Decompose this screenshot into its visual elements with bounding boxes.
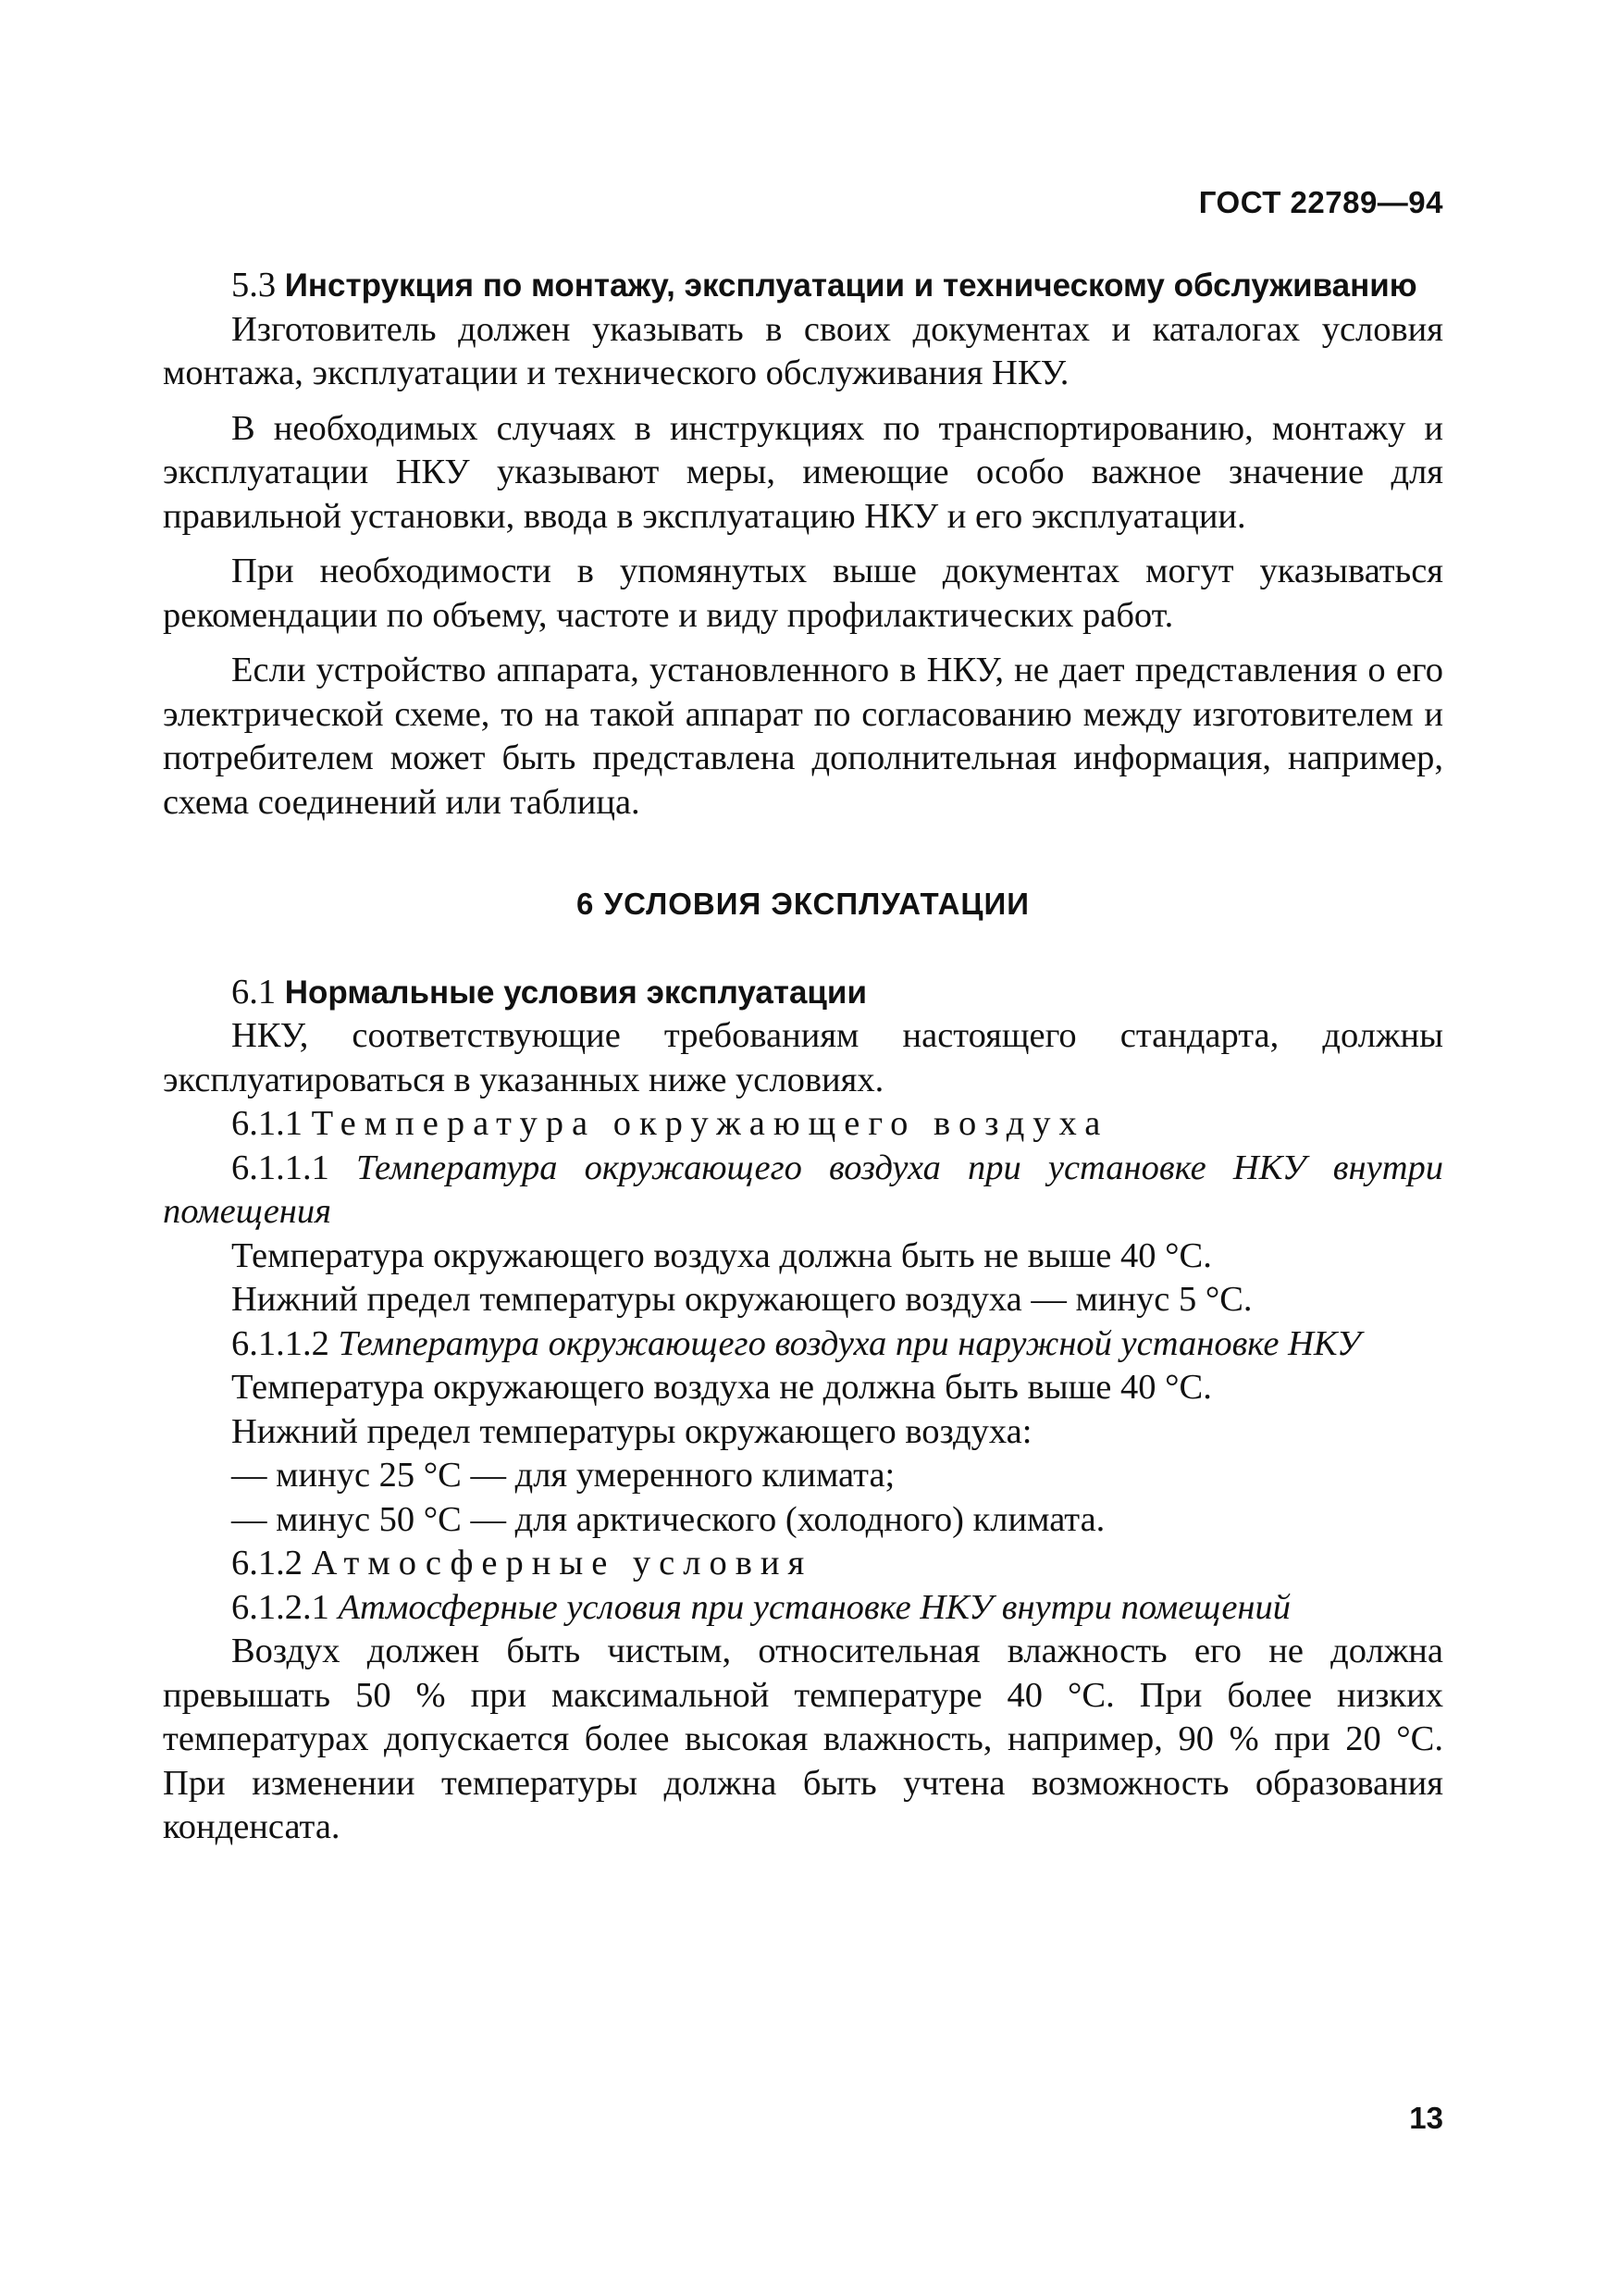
- section-5-3-paragraph-2: В необходимых случаях в инструкциях по транспортированию, монтажу и эксплуатации НКУ указывают меры, имеющие особо важное значение для правильной установки, ввода в эксплуатацию НКУ и его эксплуатации.: [163, 408, 1443, 536]
- document-code-header: ГОСТ 22789—94: [1198, 185, 1443, 219]
- section-6-1-2-1-number: 6.1.2.1: [231, 1587, 329, 1627]
- section-6-1-1-1-number: 6.1.1.1: [231, 1148, 329, 1187]
- section-6-1-heading: [163, 971, 1443, 1015]
- section-6-1-1-2-title: Температура окружающего воздуха при наружной установке НКУ: [338, 1323, 1361, 1363]
- section-5-3-number: 5.3: [231, 266, 277, 304]
- section-6-1-2-1-title: Атмосферные условия при установке НКУ внутри помещений: [338, 1587, 1292, 1627]
- page-number: 13: [1409, 2101, 1443, 2135]
- list-item-temperate-climate: — минус 25 °С — для умеренного климата;: [231, 1456, 896, 1495]
- section-6-1-title: Нормальные условия эксплуатации: [284, 974, 867, 1011]
- document-body: [163, 264, 1443, 1850]
- section-5-3-paragraph-3: При необходимости в упомянутых выше документах могут указываться рекомендации по объему, частоте и виду профилактических работ.: [163, 552, 1443, 635]
- section-6-1-1-1-heading: [163, 1147, 1443, 1235]
- section-6-1-2-1-heading: [163, 1586, 1443, 1631]
- section-6-1-2-heading: [163, 1542, 1443, 1586]
- section-6-title: 6 УСЛОВИЯ ЭКСПЛУАТАЦИИ: [576, 887, 1030, 921]
- section-6-1-1-number: 6.1.1: [231, 1104, 303, 1143]
- section-6-1-1-2-paragraph-2: Нижний предел температуры окружающего воздуха:: [231, 1411, 1033, 1451]
- section-6-1-2-title: Атмосферные условия: [311, 1544, 813, 1582]
- section-5-3-heading: [163, 264, 1443, 308]
- section-6-1-number: 6.1: [231, 972, 277, 1011]
- list-item-arctic-climate: — минус 50 °С — для арктического (холодного) климата.: [231, 1499, 1106, 1539]
- section-5-3-paragraph-4: Если устройство аппарата, установленного в НКУ, не дает представления о его электрической схеме, то на такой аппарат по согласованию между изготовителем и потребителем может быть представлена дополнительная информация, например, схема соединений или таблица.: [163, 651, 1443, 822]
- section-5-3-title: Инструкция по монтажу, эксплуатации и техническому обслуживанию: [284, 267, 1417, 304]
- section-6-1-2-1-paragraph: Воздух должен быть чистым, относительная влажность его не должна превышать 50 % при максимальной температуре 40 °С. При более низких температурах допускается более высокая влажность, например, 90 % при 20 °С. При изменении температуры должна быть учтена возможность образования конденсата.: [163, 1632, 1443, 1846]
- section-6-1-1-1-paragraph-2: Нижний предел температуры окружающего воздуха — минус 5 °С.: [231, 1280, 1253, 1319]
- section-6-1-paragraph: НКУ, соответствующие требованиям настоящего стандарта, должны эксплуатироваться в указанных ниже условиях.: [163, 1016, 1443, 1099]
- section-6-1-1-1-title: Температура окружающего воздуха при установке НКУ внутри помещения: [163, 1148, 1443, 1231]
- section-6-1-1-2-heading: [163, 1322, 1443, 1367]
- section-6-1-1-2-number: 6.1.1.2: [231, 1323, 329, 1363]
- section-6-1-1-title: Температура окружающего воздуха: [311, 1104, 1109, 1143]
- section-6-1-1-1-paragraph-1: Температура окружающего воздуха должна быть не выше 40 °С.: [231, 1235, 1212, 1275]
- section-6-1-1-heading: [163, 1102, 1443, 1147]
- section-6-1-2-number: 6.1.2: [231, 1544, 303, 1582]
- section-6-1-1-2-paragraph-1: Температура окружающего воздуха не должна быть выше 40 °С.: [231, 1368, 1212, 1407]
- section-5-3-paragraph-1: Изготовитель должен указывать в своих документах и каталогах условия монтажа, эксплуатации и технического обслуживания НКУ.: [163, 309, 1443, 392]
